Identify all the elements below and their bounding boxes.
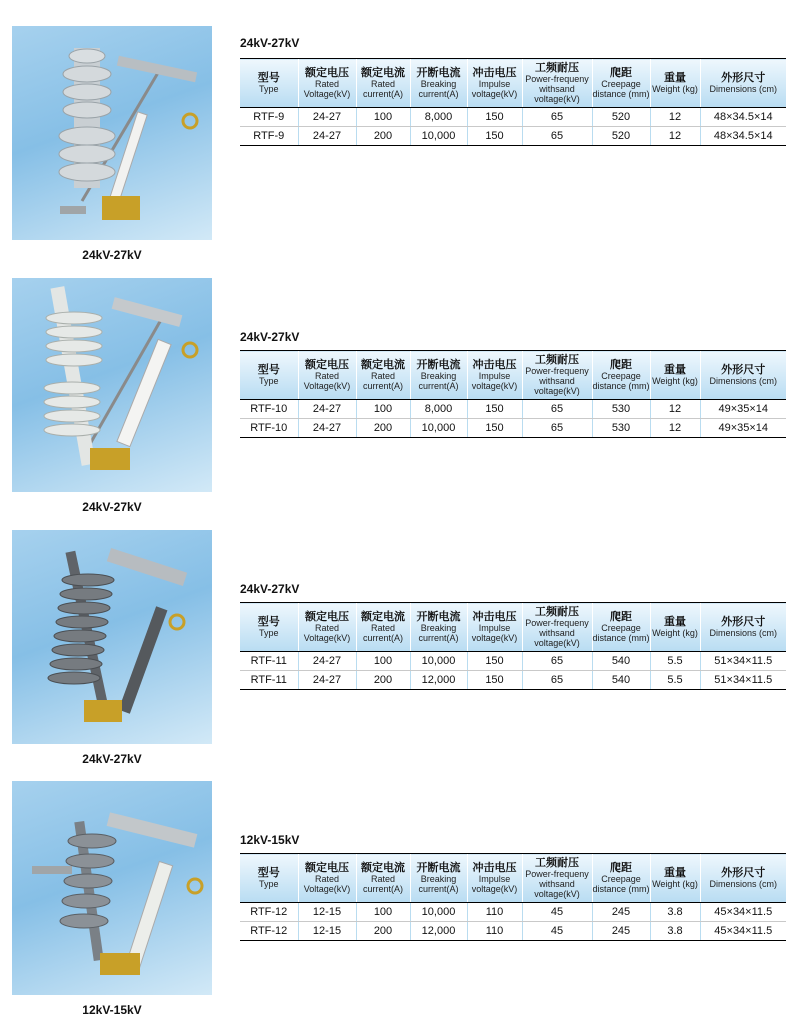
product-section-rtf-11 xyxy=(0,530,800,782)
header-rated-current: 额定电流 Rated current(A) xyxy=(356,59,410,108)
cell-type: RTF-12 xyxy=(240,903,298,922)
table-row xyxy=(240,903,786,922)
cell-breaking: 8,000 xyxy=(410,108,467,127)
header-dimensions: 外形尺寸 Dimensions (cm) xyxy=(700,351,786,400)
product-photo xyxy=(12,278,212,492)
header-power-frequency: 工频耐压 Power-frequeny withsand voltage(kV) xyxy=(522,351,592,400)
cell-voltage: 24-27 xyxy=(298,108,356,127)
header-dimensions: 外形尺寸 Dimensions (cm) xyxy=(700,603,786,652)
product-section-rtf-9 xyxy=(0,26,800,278)
section-title: 24kV-27kV xyxy=(240,330,300,344)
cell-dimensions: 45×34×11.5 xyxy=(700,922,786,941)
header-rated-current: 额定电流 Rated current(A) xyxy=(356,854,410,903)
cell-weight: 5.5 xyxy=(650,671,700,690)
cell-type: RTF-9 xyxy=(240,127,298,146)
cell-impulse: 150 xyxy=(467,671,522,690)
cell-dimensions: 49×35×14 xyxy=(700,419,786,438)
header-creepage: 爬距 Creepage distance (mm) xyxy=(592,59,650,108)
cell-impulse: 110 xyxy=(467,903,522,922)
cell-powerfreq: 65 xyxy=(522,400,592,419)
section-title: 24kV-27kV xyxy=(240,36,300,50)
product-photo xyxy=(12,530,212,744)
header-type: 型号 Type xyxy=(240,854,298,903)
table-row xyxy=(240,108,786,127)
product-caption: 12kV-15kV xyxy=(82,1003,142,1017)
cell-voltage: 24-27 xyxy=(298,419,356,438)
header-impulse-voltage: 冲击电压 Impulse voltage(kV) xyxy=(467,59,522,108)
header-power-frequency: 工频耐压 Power-frequeny withsand voltage(kV) xyxy=(522,854,592,903)
header-creepage: 爬距 Creepage distance (mm) xyxy=(592,603,650,652)
cell-type: RTF-9 xyxy=(240,108,298,127)
header-weight: 重量 Weight (kg) xyxy=(650,59,700,108)
cell-current: 200 xyxy=(356,419,410,438)
header-dimensions: 外形尺寸 Dimensions (cm) xyxy=(700,59,786,108)
cell-weight: 5.5 xyxy=(650,652,700,671)
header-breaking-current: 开断电流 Breaking current(A) xyxy=(410,603,467,652)
table-row xyxy=(240,127,786,146)
cell-creepage: 530 xyxy=(592,419,650,438)
header-rated-voltage: 额定电压 Rated Voltage(kV) xyxy=(298,59,356,108)
spec-table xyxy=(240,853,786,941)
cell-powerfreq: 65 xyxy=(522,108,592,127)
cell-current: 200 xyxy=(356,671,410,690)
cell-type: RTF-12 xyxy=(240,922,298,941)
header-weight: 重量 Weight (kg) xyxy=(650,351,700,400)
cell-dimensions: 51×34×11.5 xyxy=(700,652,786,671)
table-row xyxy=(240,652,786,671)
section-title: 24kV-27kV xyxy=(240,582,300,596)
cell-type: RTF-11 xyxy=(240,652,298,671)
cell-powerfreq: 65 xyxy=(522,127,592,146)
product-section-rtf-12 xyxy=(0,781,800,1033)
cell-weight: 12 xyxy=(650,108,700,127)
cell-powerfreq: 65 xyxy=(522,652,592,671)
cell-powerfreq: 45 xyxy=(522,903,592,922)
table-header-row xyxy=(240,854,786,903)
polymer-fuse-cutout-icon xyxy=(12,530,212,744)
header-creepage: 爬距 Creepage distance (mm) xyxy=(592,854,650,903)
cell-creepage: 520 xyxy=(592,108,650,127)
section-title: 12kV-15kV xyxy=(240,833,300,847)
cell-impulse: 110 xyxy=(467,922,522,941)
cell-powerfreq: 65 xyxy=(522,419,592,438)
cell-breaking: 12,000 xyxy=(410,671,467,690)
header-rated-current: 额定电流 Rated current(A) xyxy=(356,603,410,652)
cell-creepage: 540 xyxy=(592,652,650,671)
cell-breaking: 12,000 xyxy=(410,922,467,941)
product-photo xyxy=(12,781,212,995)
cell-dimensions: 48×34.5×14 xyxy=(700,108,786,127)
porcelain-fuse-cutout-icon xyxy=(12,26,212,240)
header-power-frequency: 工频耐压 Power-frequeny withsand voltage(kV) xyxy=(522,603,592,652)
header-rated-current: 额定电流 Rated current(A) xyxy=(356,351,410,400)
cell-voltage: 12-15 xyxy=(298,922,356,941)
cell-dimensions: 49×35×14 xyxy=(700,400,786,419)
cell-impulse: 150 xyxy=(467,127,522,146)
cell-creepage: 540 xyxy=(592,671,650,690)
cell-breaking: 10,000 xyxy=(410,127,467,146)
product-caption: 24kV-27kV xyxy=(82,500,142,514)
product-caption: 24kV-27kV xyxy=(82,248,142,262)
cell-impulse: 150 xyxy=(467,400,522,419)
header-weight: 重量 Weight (kg) xyxy=(650,603,700,652)
cell-current: 200 xyxy=(356,922,410,941)
table-header-row xyxy=(240,59,786,108)
header-weight: 重量 Weight (kg) xyxy=(650,854,700,903)
cell-powerfreq: 45 xyxy=(522,922,592,941)
table-header-row xyxy=(240,351,786,400)
header-breaking-current: 开断电流 Breaking current(A) xyxy=(410,854,467,903)
cell-weight: 12 xyxy=(650,127,700,146)
header-rated-voltage: 额定电压 Rated Voltage(kV) xyxy=(298,351,356,400)
header-rated-voltage: 额定电压 Rated Voltage(kV) xyxy=(298,603,356,652)
cell-voltage: 24-27 xyxy=(298,671,356,690)
cell-voltage: 24-27 xyxy=(298,652,356,671)
polymer-fuse-cutout-icon xyxy=(12,781,212,995)
header-impulse-voltage: 冲击电压 Impulse voltage(kV) xyxy=(467,854,522,903)
cell-weight: 3.8 xyxy=(650,922,700,941)
header-type: 型号 Type xyxy=(240,59,298,108)
cell-current: 200 xyxy=(356,127,410,146)
header-rated-voltage: 额定电压 Rated Voltage(kV) xyxy=(298,854,356,903)
cell-voltage: 12-15 xyxy=(298,903,356,922)
cell-creepage: 530 xyxy=(592,400,650,419)
header-creepage: 爬距 Creepage distance (mm) xyxy=(592,351,650,400)
product-caption: 24kV-27kV xyxy=(82,752,142,766)
header-impulse-voltage: 冲击电压 Impulse voltage(kV) xyxy=(467,603,522,652)
header-dimensions: 外形尺寸 Dimensions (cm) xyxy=(700,854,786,903)
cell-type: RTF-11 xyxy=(240,671,298,690)
header-type: 型号 Type xyxy=(240,351,298,400)
cell-type: RTF-10 xyxy=(240,419,298,438)
cell-current: 100 xyxy=(356,652,410,671)
table-header-row xyxy=(240,603,786,652)
spec-table xyxy=(240,58,786,146)
cell-creepage: 245 xyxy=(592,903,650,922)
cell-impulse: 150 xyxy=(467,419,522,438)
cell-current: 100 xyxy=(356,108,410,127)
header-breaking-current: 开断电流 Breaking current(A) xyxy=(410,59,467,108)
spec-table xyxy=(240,602,786,690)
cell-voltage: 24-27 xyxy=(298,127,356,146)
cell-impulse: 150 xyxy=(467,108,522,127)
cell-current: 100 xyxy=(356,400,410,419)
cell-weight: 12 xyxy=(650,400,700,419)
cell-creepage: 520 xyxy=(592,127,650,146)
cell-current: 100 xyxy=(356,903,410,922)
cell-impulse: 150 xyxy=(467,652,522,671)
header-impulse-voltage: 冲击电压 Impulse voltage(kV) xyxy=(467,351,522,400)
cell-powerfreq: 65 xyxy=(522,671,592,690)
table-row xyxy=(240,922,786,941)
table-row xyxy=(240,671,786,690)
cell-weight: 3.8 xyxy=(650,903,700,922)
cell-voltage: 24-27 xyxy=(298,400,356,419)
cell-weight: 12 xyxy=(650,419,700,438)
porcelain-fuse-cutout-icon xyxy=(12,278,212,492)
product-section-rtf-10 xyxy=(0,278,800,530)
cell-breaking: 10,000 xyxy=(410,903,467,922)
product-photo xyxy=(12,26,212,240)
table-row xyxy=(240,400,786,419)
cell-breaking: 10,000 xyxy=(410,652,467,671)
cell-breaking: 8,000 xyxy=(410,400,467,419)
cell-type: RTF-10 xyxy=(240,400,298,419)
table-row xyxy=(240,419,786,438)
cell-dimensions: 45×34×11.5 xyxy=(700,903,786,922)
cell-creepage: 245 xyxy=(592,922,650,941)
spec-table xyxy=(240,350,786,438)
header-type: 型号 Type xyxy=(240,603,298,652)
cell-dimensions: 48×34.5×14 xyxy=(700,127,786,146)
cell-dimensions: 51×34×11.5 xyxy=(700,671,786,690)
header-power-frequency: 工频耐压 Power-frequeny withsand voltage(kV) xyxy=(522,59,592,108)
cell-breaking: 10,000 xyxy=(410,419,467,438)
header-breaking-current: 开断电流 Breaking current(A) xyxy=(410,351,467,400)
